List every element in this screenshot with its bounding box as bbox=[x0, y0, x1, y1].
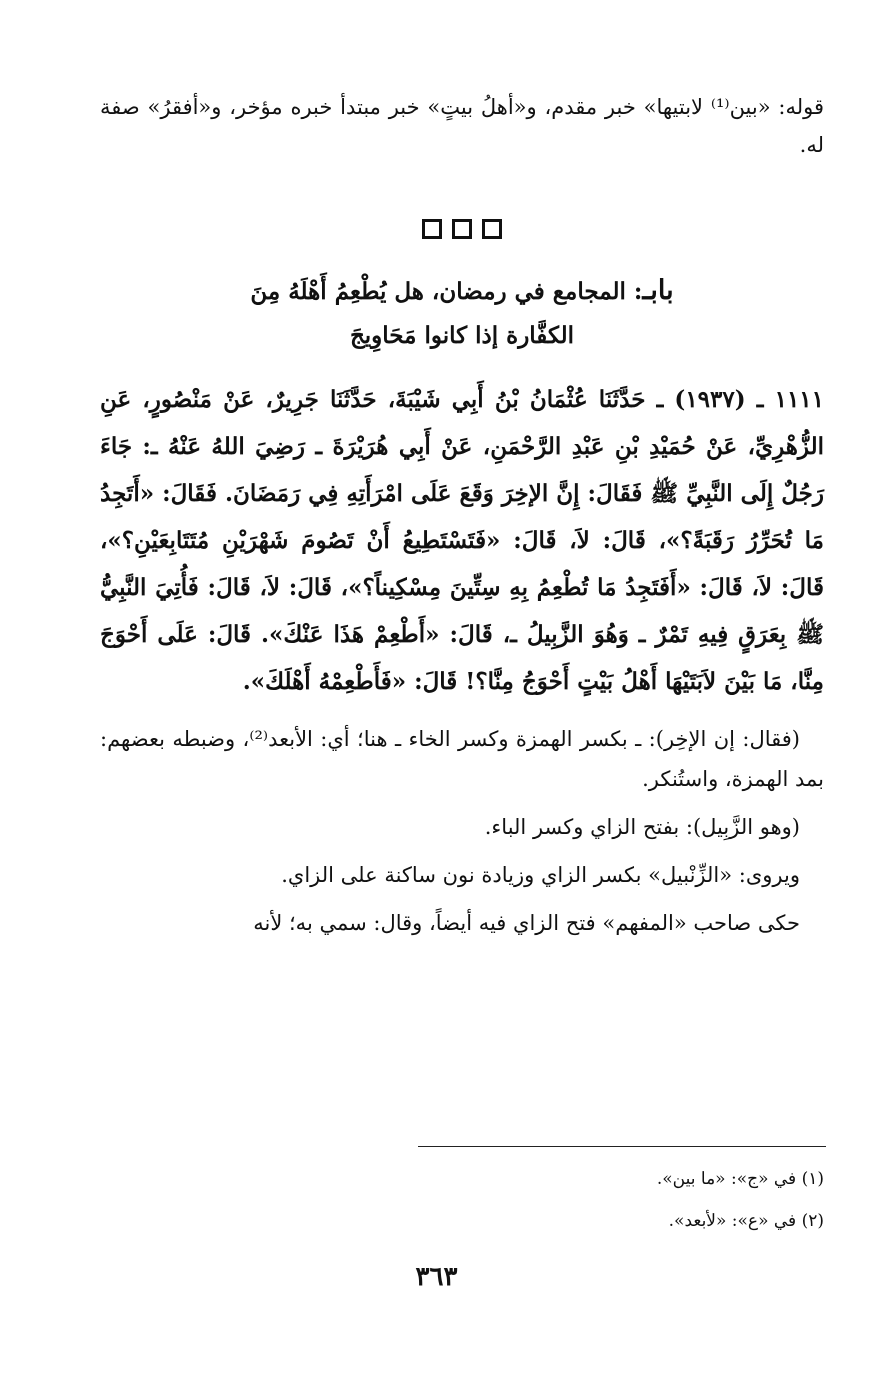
intro-paragraph: قوله: «بين⁽¹⁾ لابتيها» خبر مقدم، و«أهلُ بيتٍ» خبر مبتدأ خبره مؤخر، و«أفقرُ» صفة له. bbox=[100, 95, 824, 157]
hadith-text: ١١١١ ـ (١٩٣٧) ـ حَدَّثَنَا عُثْمَانُ بْنُ أَبِي شَيْبَةَ، حَدَّثَنَا جَرِيرٌ، عَنْ مَنْصُورٍ، عَنِ الزُّهْرِيِّ، عَنْ حُمَيْدِ بْنِ عَبْدِ الرَّحْمَنِ، عَنْ أَبِي هُرَيْرَةَ ـ رَضِيَ اللهُ عَنْهُ ـ: جَاءَ رَجُلٌ إِلَى النَّبِيِّ ﷺ فَقَالَ: إِنَّ الإخِرَ وَقَعَ عَلَى امْرَأَتِهِ فِي رَمَضَانَ. فَقَالَ: «أَتَجِدُ مَا تُحَرِّرُ رَقَبَةً؟»، قَالَ: لاَ، قَالَ: «فَتَسْتَطِيعُ أَنْ تَصُومَ شَهْرَيْنِ مُتَتَابِعَيْنِ؟»، قَالَ: لاَ، قَالَ: «أَفَتَجِدُ مَا تُطْعِمُ بِهِ سِتِّينَ مِسْكِيناً؟»، قَالَ: لاَ، قَالَ: فَأُتِيَ النَّبِيُّ ﷺ بِعَرَقٍ فِيهِ تَمْرٌ ـ وَهُوَ الزَّبِيلُ ـ، قَالَ: «أَطْعِمْ هَذَا عَنْكَ». قَالَ: عَلَى أَحْوَجَ مِنَّا، مَا بَيْنَ لاَبَتَيْهَا أَهْلُ بَيْتٍ أَحْوَجُ مِنَّا؟! قَالَ: «فَأَطْعِمْهُ أَهْلَكَ». bbox=[100, 386, 825, 695]
commentary-paragraph: ويروى: «الزِّنْبيل» بكسر الزاي وزيادة نون ساكنة على الزاي. bbox=[281, 863, 800, 887]
square-ornament-icon bbox=[422, 219, 442, 239]
chapter-label: بابـ bbox=[642, 275, 674, 306]
square-ornament-icon bbox=[482, 219, 502, 239]
footnote-item: (١) في «ج»: «ما بين». bbox=[656, 1169, 824, 1189]
chapter-title-line2: الكفَّارة إذا كانوا مَحَاوِيجَ bbox=[349, 322, 575, 349]
chapter-heading bbox=[100, 269, 824, 358]
commentary-paragraph: (فقال: إن الإخِر): ـ بكسر الهمزة وكسر الخاء ـ هنا؛ أي: الأبعد⁽²⁾، وضبطه بعضهم: بمد الهمزة، واستُنكر. bbox=[100, 727, 824, 791]
commentary-paragraph: حكى صاحب «المفهم» فتح الزاي فيه أيضاً، وقال: سمي به؛ لأنه bbox=[253, 911, 800, 935]
section-divider-ornament bbox=[100, 219, 824, 239]
square-ornament-icon bbox=[452, 219, 472, 239]
commentary-paragraph: (وهو الزَّبِيل): بفتح الزاي وكسر الباء. bbox=[484, 815, 800, 839]
footnote-item: (٢) في «ع»: «لأبعد». bbox=[668, 1211, 824, 1231]
page-body bbox=[100, 88, 824, 943]
chapter-title-line1: : المجامع في رمضان، هل يُطْعِمُ أَهْلَهُ مِنَ bbox=[250, 278, 643, 305]
footnotes bbox=[418, 1158, 824, 1242]
page-number: ٣٦٣ bbox=[415, 1262, 458, 1292]
footnote-separator bbox=[418, 1146, 826, 1147]
